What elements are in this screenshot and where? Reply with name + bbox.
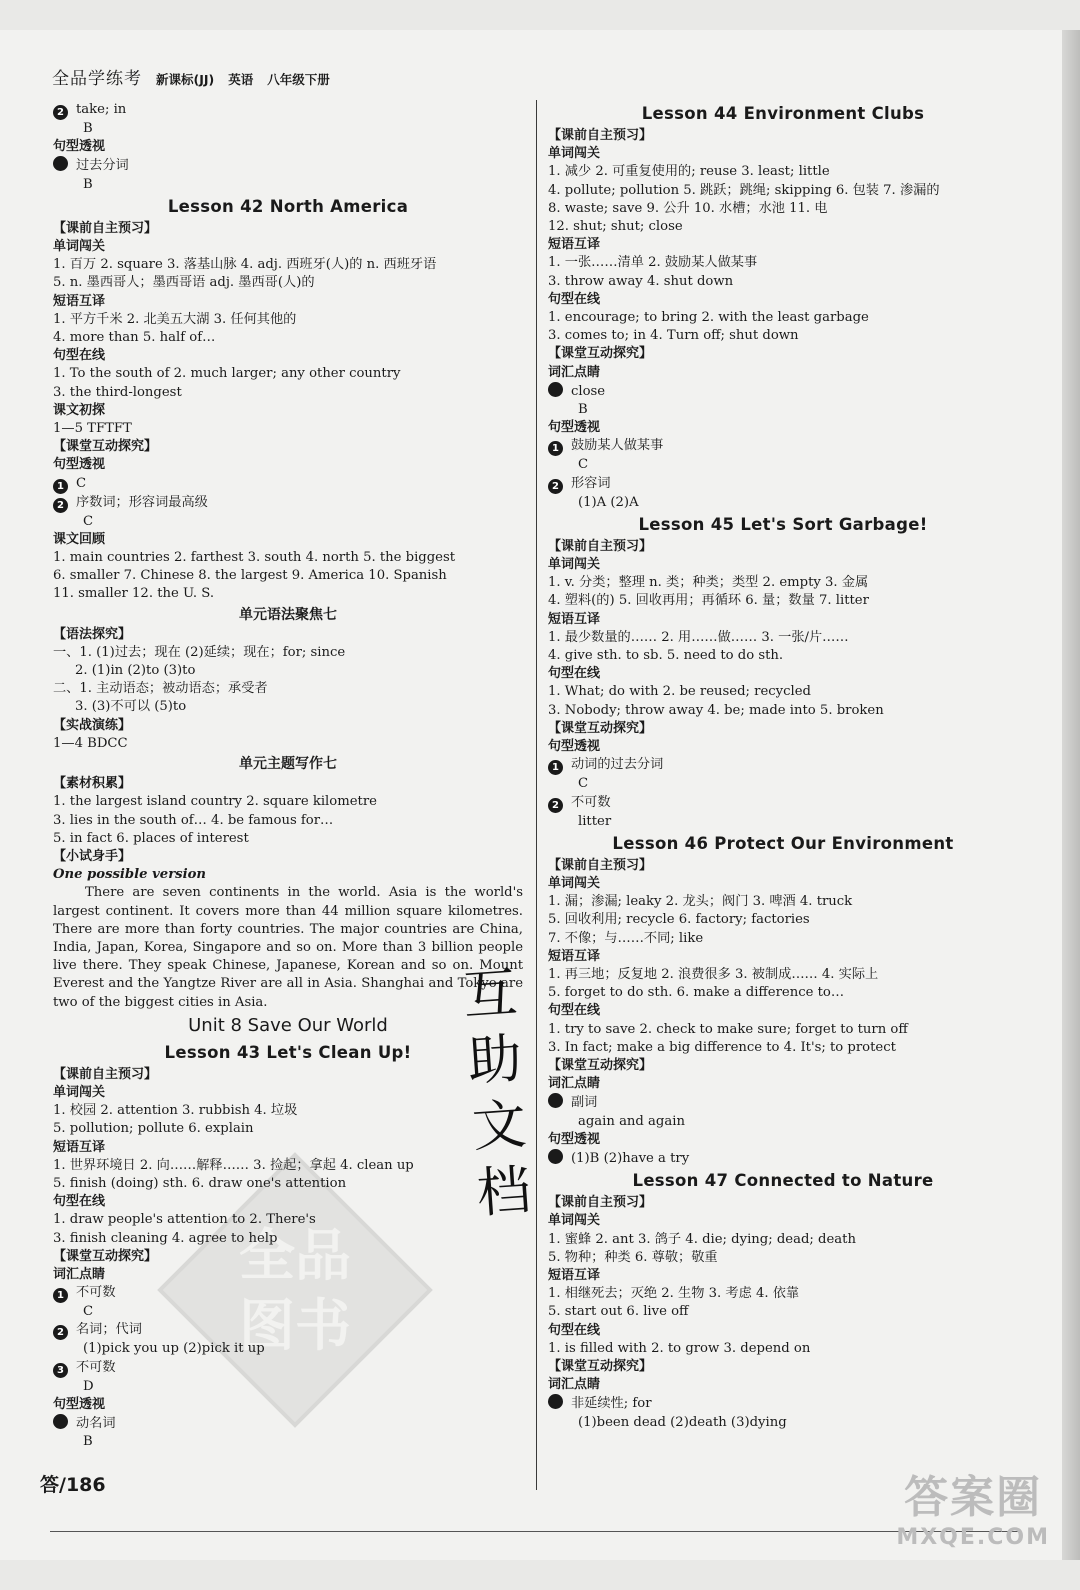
subsection-label: 单词闯关 [548, 1213, 601, 1229]
answer-line: 3. lies in the south of… 4. be famous for… [53, 812, 334, 828]
answer-line: 二、1. 主动语态；被动语态；承受者 [53, 681, 268, 697]
right-answer-column [548, 101, 1018, 1432]
answer-line: 8. waste; save 9. 公升 10. 水槽；水池 11. 电 [548, 200, 828, 216]
section-title: 单元主题写作七 [239, 756, 337, 773]
answer-line: 4. pollute; pollution 5. 跳跃；跳绳; skipping 6. 包装 7. 渗漏的 [548, 182, 940, 198]
subsection-label: 短语互译 [548, 1267, 601, 1283]
subsection-label: 短语互译 [53, 1139, 106, 1155]
answer-text: 序数词；形容词最高级 [76, 494, 208, 510]
answer-line: 5. 回收利用; recycle 6. factory; factories [548, 912, 810, 928]
section-label: 【语法探究】 [53, 626, 132, 642]
subsection-label: 单词闯关 [53, 239, 106, 255]
bullet-marker: 3 [53, 1363, 68, 1378]
lesson-title: Lesson 45 Let's Sort Garbage! [638, 514, 928, 534]
answer-line: B [83, 121, 93, 136]
subsection-label: 句型透视 [548, 1131, 601, 1147]
section-label: 【课堂互动探究】 [548, 1358, 653, 1374]
answer-text: 鼓励某人做某事 [571, 438, 664, 454]
subsection-label: 词汇点睛 [53, 1266, 106, 1282]
unit-title: Unit 8 Save Our World [188, 1014, 388, 1036]
subsection-label: 句型在线 [548, 291, 601, 307]
answer-line: 4. give sth. to sb. 5. need to do sth. [548, 648, 784, 664]
header-subject: 英语 [228, 72, 254, 87]
section-title: 单元语法聚焦七 [239, 606, 337, 623]
answer-line: 1. 世界环境日 2. 向……解释…… 3. 捡起；拿起 4. clean up [53, 1157, 414, 1173]
answer-line: C [578, 776, 589, 792]
answer-line: 1. 百万 2. square 3. 落基山脉 4. adj. 西班牙(人)的 n. 西班牙语 [53, 257, 437, 273]
section-label: 【课前自主预习】 [548, 128, 653, 143]
answer-text: close [571, 383, 606, 399]
answer-line: 1. 平方千米 2. 北美五大湖 3. 任何其他的 [53, 311, 297, 327]
subsection-label: 句型在线 [53, 348, 106, 364]
section-label: 【课堂互动探究】 [548, 1057, 653, 1073]
logo-url: MXQE.COM [896, 1525, 1050, 1550]
site-logo [896, 1461, 1050, 1550]
subsection-label: 句型在线 [548, 1322, 601, 1338]
answer-line: C [83, 1304, 94, 1320]
marked-answer [53, 101, 523, 120]
page-edge [1062, 30, 1080, 1560]
answer-text: take; in [76, 102, 127, 117]
answer-text: 形容词 [571, 475, 611, 491]
marked-answer [548, 794, 1018, 813]
marked-answer [548, 475, 1018, 494]
answer-text: 名词；代词 [76, 1322, 142, 1338]
answer-line: 3. Nobody; throw away 4. be; made into 5. broken [548, 702, 884, 718]
logo-title: 答案圈 [904, 1472, 1043, 1523]
section-label: 【课前自主预习】 [548, 857, 653, 873]
subsection-label: 单词闯关 [548, 146, 601, 162]
bullet-marker: 1 [548, 760, 563, 775]
header-grade: 八年级下册 [267, 72, 330, 87]
answer-line: 3. In fact; make a big difference to 4. It's; to protect [548, 1039, 896, 1055]
subsection-label: 句型透视 [548, 420, 601, 436]
answer-line: 1. To the south of 2. much larger; any other country [53, 366, 401, 382]
answer-line: 1. is filled with 2. to grow 3. depend on [548, 1340, 811, 1356]
marked-answer [548, 1149, 1018, 1168]
subsection-label: 词汇点睛 [548, 1377, 601, 1393]
bullet-marker [548, 382, 563, 397]
handwritten-char: 档 [474, 1158, 534, 1225]
bullet-marker: 2 [548, 479, 563, 494]
subsection-label: 单词闯关 [548, 875, 601, 891]
answer-line: (1)pick you up (2)pick it up [83, 1341, 265, 1357]
subsection-label: 单词闯关 [53, 1084, 106, 1100]
bullet-marker: 1 [53, 479, 68, 494]
lesson-title: Lesson 44 Environment Clubs [641, 104, 925, 123]
answer-line: 1. 一张……清单 2. 鼓励某人做某事 [548, 255, 758, 271]
page-number: 答/186 [40, 1474, 106, 1496]
answer-line: 4. 塑料(的) 5. 回收再用；再循环 6. 量；数量 7. litter [548, 593, 869, 609]
subsection-label: 单词闯关 [548, 557, 601, 573]
subsection-label: 句型在线 [548, 1003, 601, 1019]
answer-text: (1)B (2)have a try [571, 1150, 690, 1166]
subsection-label: 词汇点睛 [548, 364, 601, 380]
answer-line: 5. n. 墨西哥人；墨西哥语 adj. 墨西哥(人)的 [53, 275, 315, 291]
answer-line: 12. shut; shut; close [548, 219, 683, 235]
lesson-title: Lesson 43 Let's Clean Up! [164, 1042, 412, 1062]
answer-text: 副词 [571, 1095, 598, 1111]
answer-line: B [83, 1434, 93, 1450]
answer-line: 1. 相继死去；灭绝 2. 生物 3. 考虑 4. 依靠 [548, 1286, 800, 1302]
answer-line: 1. try to save 2. check to make sure; forget to turn off [548, 1021, 908, 1037]
lesson-title: Lesson 47 Connected to Nature [632, 1171, 934, 1191]
answer-line: (1)been dead (2)death (3)dying [578, 1414, 787, 1430]
section-label: 【课前自主预习】 [53, 1066, 158, 1082]
answer-line: B [578, 402, 588, 418]
answer-text: 动词的过去分词 [571, 757, 664, 773]
answer-line: 1. What; do with 2. be reused; recycled [548, 684, 811, 700]
marked-answer [548, 437, 1018, 456]
bullet-marker: 2 [53, 498, 68, 513]
bullet-marker: 1 [548, 441, 563, 456]
subsection-label: 短语互译 [53, 293, 106, 309]
answer-text: 不可数 [571, 794, 611, 810]
marked-answer [548, 1394, 1018, 1413]
handwritten-char: 互 [460, 960, 520, 1028]
subsection-label: 句型在线 [548, 666, 601, 682]
watermark-big: 全品 [239, 1224, 351, 1289]
handwritten-char: 文 [470, 1092, 529, 1159]
header-series: 新课标(JJ) [156, 72, 215, 87]
section-label: 【素材积累】 [53, 776, 132, 792]
answer-line: 1. encourage; to bring 2. with the least garbage [548, 310, 869, 326]
answer-line: C [578, 457, 589, 473]
answer-line: D [83, 1378, 94, 1394]
section-label: 【实战演练】 [53, 717, 132, 733]
marked-answer [53, 156, 523, 175]
answer-line: 1. 减少 2. 可重复使用的; reuse 3. least; little [548, 164, 830, 180]
answer-line: 4. more than 5. half of… [53, 330, 216, 346]
subsection-label: 句型透视 [53, 139, 106, 155]
answer-line: 5. start out 6. live off [548, 1304, 689, 1320]
section-label: 【小试身手】 [53, 848, 132, 864]
section-label: 【课堂互动探究】 [548, 346, 653, 362]
handwritten-char: 助 [465, 1026, 524, 1094]
marked-answer [548, 382, 1018, 401]
header-brand: 全品学练考 [52, 69, 142, 89]
marked-answer [53, 1321, 523, 1340]
answer-text: 不可数 [76, 1285, 116, 1301]
bullet-marker: 2 [53, 105, 68, 120]
footer-rule [50, 1531, 1020, 1532]
bullet-marker [548, 1394, 563, 1409]
marked-answer [53, 1284, 523, 1303]
answer-line: 5. finish (doing) sth. 6. draw one's attention [53, 1175, 347, 1191]
column-divider [536, 100, 537, 1490]
answer-line: 5. in fact 6. places of interest [53, 830, 249, 846]
bullet-marker [53, 156, 68, 171]
section-label: 【课堂互动探究】 [53, 1248, 158, 1264]
subsection-label: 课文初探 [53, 402, 106, 418]
answer-line: B [83, 176, 93, 192]
answer-line: 3. throw away 4. shut down [548, 273, 734, 289]
answer-line: 6. smaller 7. Chinese 8. the largest 9. America 10. Spanish [53, 568, 447, 584]
marked-answer [548, 1093, 1018, 1112]
section-label: 【课前自主预习】 [548, 538, 653, 554]
subsection-label: 句型透视 [53, 1396, 106, 1412]
section-label: 【课前自主预习】 [53, 220, 158, 236]
marked-answer [53, 494, 523, 513]
answer-line: 一、1. (1)过去；现在 (2)延续；现在；for; since [53, 644, 346, 660]
section-label: 【课堂互动探究】 [548, 720, 653, 736]
answer-line: 3. the third-longest [53, 384, 182, 400]
subsection-label: 短语互译 [548, 611, 601, 627]
watermark-small: 图书 [239, 1294, 351, 1359]
answer-text: 动名词 [76, 1415, 116, 1431]
answer-line: 1. draw people's attention to 2. There's [53, 1212, 316, 1228]
essay-heading: One possible version [53, 867, 206, 883]
marked-answer [53, 1414, 523, 1433]
subsection-label: 词汇点睛 [548, 1076, 601, 1092]
answer-text: 非延续性; for [571, 1396, 652, 1412]
page-header [52, 64, 330, 90]
left-answer-column [53, 101, 523, 1451]
answer-line: 1. 漏；渗漏; leaky 2. 龙头；阀门 3. 啤酒 4. truck [548, 894, 853, 910]
answer-line: 3. comes to; in 4. Turn off; shut down [548, 328, 799, 344]
lesson-title: Lesson 46 Protect Our Environment [612, 833, 954, 853]
answer-line: 5. 物种；种类 6. 尊敬；敬重 [548, 1249, 718, 1265]
marked-answer [53, 475, 523, 494]
bullet-marker: 2 [548, 798, 563, 813]
bullet-marker: 1 [53, 1288, 68, 1303]
answer-line: 1. 校园 2. attention 3. rubbish 4. 垃圾 [53, 1103, 298, 1119]
answer-line: 1. v. 分类；整理 n. 类；种类；类型 2. empty 3. 金属 [548, 575, 869, 591]
answer-line: 1. main countries 2. farthest 3. south 4. north 5. the biggest [53, 550, 456, 566]
answer-line: 2. (1)in (2)to (3)to [75, 663, 196, 679]
subsection-label: 短语互译 [548, 237, 601, 253]
subsection-label: 句型透视 [53, 457, 106, 473]
subsection-label: 句型透视 [548, 739, 601, 755]
answer-line: (1)A (2)A [578, 494, 639, 510]
answer-text: 不可数 [76, 1359, 116, 1375]
answer-line: 1. 最少数量的…… 2. 用……做…… 3. 一张/片…… [548, 629, 849, 645]
section-label: 【课堂互动探究】 [53, 439, 158, 455]
answer-text: C [76, 475, 87, 491]
answer-line: 1—4 BDCC [53, 735, 128, 751]
subsection-label: 短语互译 [548, 948, 601, 964]
answer-line: 3. (3)不可以 (5)to [75, 699, 187, 715]
marked-answer [53, 1359, 523, 1378]
answer-line: litter [578, 813, 612, 829]
sample-essay: There are seven continents in the world. Asia is the world's largest continent. It covers more than 44 million square kilometres. There are more than forty countries. The major countries are China, India, Japan, Korea, Singapore and so on. More than 3 billion people live there. They speak Chinese, Japanese, Korean and so on. Mount Everest and the Yangtze River are all in Asia. Shanghai and Tokyo are two of the biggest cities in Asia. [53, 885, 523, 1010]
answer-line: 11. smaller 12. the U. S. [53, 586, 215, 602]
answer-text: 过去分词 [76, 158, 129, 174]
answer-line: 1. 再三地；反复地 2. 浪费很多 3. 被制成…… 4. 实际上 [548, 966, 879, 982]
answer-line: again and again [578, 1113, 685, 1129]
handwritten-note [461, 957, 569, 1227]
bullet-marker: 2 [53, 1325, 68, 1340]
marked-answer [548, 756, 1018, 775]
answer-line: 5. pollution; pollute 6. explain [53, 1121, 254, 1137]
section-label: 【课前自主预习】 [548, 1195, 653, 1211]
subsection-label: 课文回顾 [53, 531, 106, 547]
answer-line: 7. 不像；与……不同; like [548, 930, 704, 946]
answer-line: 3. finish cleaning 4. agree to help [53, 1230, 278, 1246]
subsection-label: 句型在线 [53, 1194, 106, 1210]
answer-line: 1. the largest island country 2. square kilometre [53, 794, 377, 810]
answer-line: 1. 蜜蜂 2. ant 3. 鸽子 4. die; dying; dead; death [548, 1231, 856, 1247]
lesson-title: Lesson 42 North America [167, 196, 409, 216]
answer-line: 5. forget to do sth. 6. make a difference to… [548, 985, 845, 1001]
bullet-marker [53, 1414, 68, 1429]
answer-line: 1—5 TFTFT [53, 421, 132, 437]
answer-line: C [83, 513, 94, 529]
